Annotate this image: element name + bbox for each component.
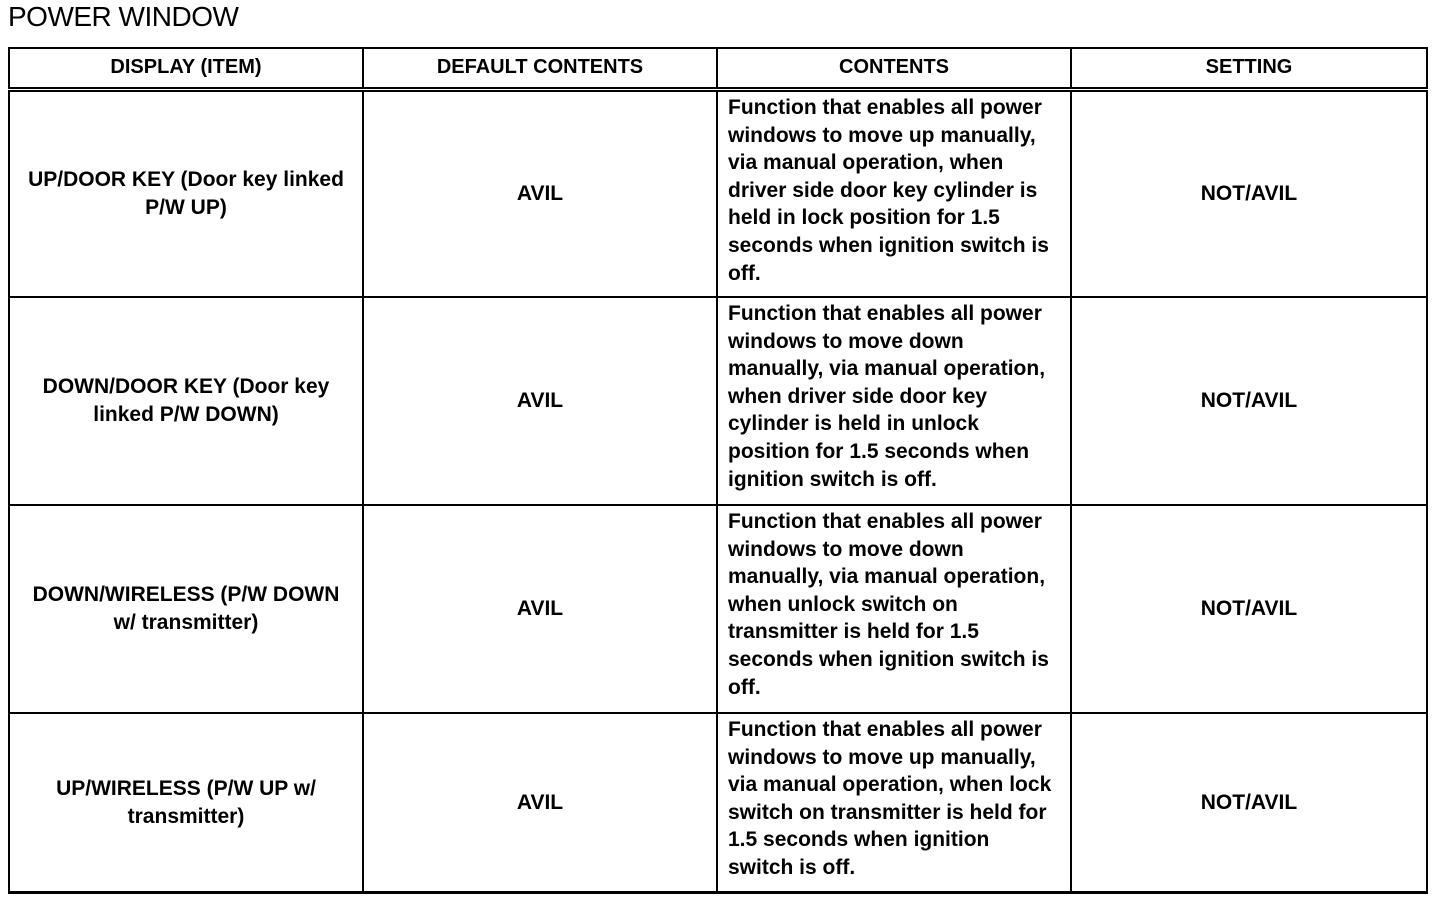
setting-cell: NOT/AVIL: [1071, 297, 1427, 505]
header-setting: SETTING: [1071, 48, 1427, 90]
page-title: POWER WINDOW: [8, 1, 239, 32]
header-display-item: DISPLAY (ITEM): [9, 48, 363, 90]
display-item-cell: UP/DOOR KEY (Door key linked P/W UP): [9, 90, 363, 298]
display-item-cell: DOWN/WIRELESS (P/W DOWN w/ transmitter): [9, 505, 363, 713]
table-row: [9, 505, 1427, 713]
default-contents-cell: AVIL: [363, 297, 717, 505]
table-row: [9, 713, 1427, 893]
default-contents-cell: AVIL: [363, 505, 717, 713]
contents-cell: Function that enables all power windows to move down manually, via manual operation, when unlock switch on transmitter is held for 1.5 seconds when ignition switch is off.: [717, 505, 1071, 713]
display-item-cell: UP/WIRELESS (P/W UP w/ transmitter): [9, 713, 363, 893]
default-contents-cell: AVIL: [363, 90, 717, 298]
power-window-table: [8, 47, 1428, 894]
contents-cell: Function that enables all power windows to move up manually, via manual operation, when driver side door key cylinder is held in lock position for 1.5 seconds when ignition switch is off.: [717, 90, 1071, 298]
table-header-row: [9, 48, 1427, 90]
contents-cell: Function that enables all power windows to move down manually, via manual operation, when driver side door key cylinder is held in unlock position for 1.5 seconds when ignition switch is off.: [717, 297, 1071, 505]
display-item-cell: DOWN/DOOR KEY (Door key linked P/W DOWN): [9, 297, 363, 505]
table-row: [9, 90, 1427, 298]
header-default-contents: DEFAULT CONTENTS: [363, 48, 717, 90]
contents-cell: Function that enables all power windows to move up manually, via manual operation, when lock switch on transmitter is held for 1.5 seconds when ignition switch is off.: [717, 713, 1071, 893]
table-row: [9, 297, 1427, 505]
setting-cell: NOT/AVIL: [1071, 90, 1427, 298]
setting-cell: NOT/AVIL: [1071, 713, 1427, 893]
setting-cell: NOT/AVIL: [1071, 505, 1427, 713]
default-contents-cell: AVIL: [363, 713, 717, 893]
header-contents: CONTENTS: [717, 48, 1071, 90]
